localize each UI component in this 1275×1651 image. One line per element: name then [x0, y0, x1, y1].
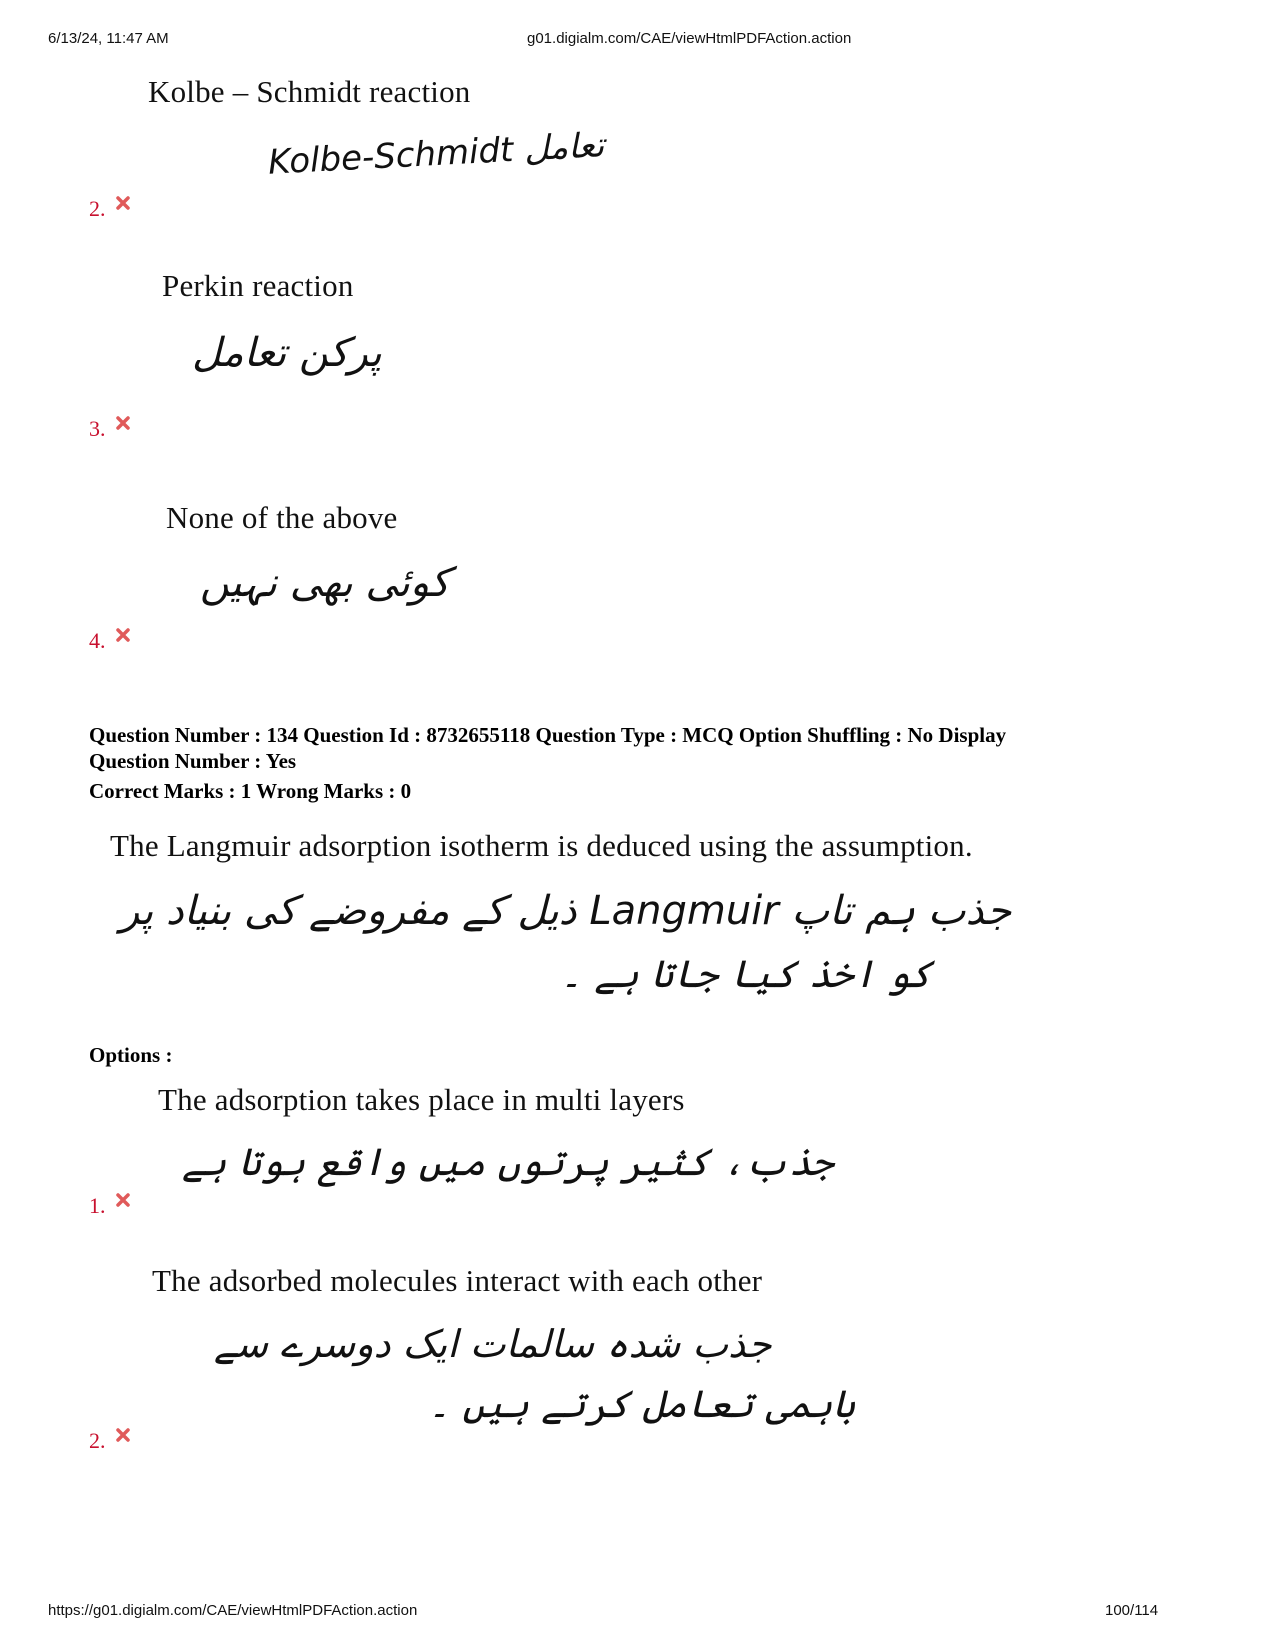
footer-url: https://g01.digialm.com/CAE/viewHtmlPDFAction.action [48, 1602, 418, 1619]
option-urdu-line2: باہمی تعامل کرتے ہیں ۔ [428, 1382, 855, 1426]
option-urdu-line1: جذب شدہ سالمات ایک دوسرے سے [214, 1322, 772, 1366]
option-english-text: The adsorption takes place in multi layers [158, 1082, 685, 1117]
option-number: 4. [89, 628, 106, 653]
question-urdu-line1: ذیل کے مفروضے کی بنیاد پر Langmuir جذب ہم تاپ [120, 888, 1012, 934]
question-meta [89, 722, 1006, 774]
option-urdu-handwriting: جذب، کثیر پرتوں میں واقع ہوتا ہے [182, 1140, 834, 1184]
option-number: 3. [89, 416, 106, 441]
question-meta-line1: Question Number : 134 Question Id : 8732655118 Question Type : MCQ Option Shuffling : No Display [89, 723, 1007, 747]
option-urdu-handwriting: پرکن تعامل [192, 330, 382, 376]
option-number: 2. [89, 1428, 106, 1453]
question-english-text: The Langmuir adsorption isotherm is deduced using the assumption. [110, 828, 973, 863]
cross-icon [116, 1193, 130, 1207]
option-urdu-handwriting: کوئی بھی نہیں [200, 560, 450, 606]
question-meta-line2: Question Number : Yes [89, 749, 297, 773]
question-marks: Correct Marks : 1 Wrong Marks : 0 [89, 779, 412, 803]
options-label: Options : [89, 1043, 173, 1067]
option-english-text: Perkin reaction [162, 268, 354, 303]
option-number: 2. [89, 196, 106, 221]
page-number: 100/114 [1105, 1602, 1159, 1619]
question-urdu-line2: کو اخذ کیا جاتا ہے ۔ [560, 952, 933, 996]
print-datetime: 6/13/24, 11:47 AM [48, 30, 169, 47]
option-english-text: Kolbe – Schmidt reaction [148, 74, 471, 109]
option-urdu-handwriting: Kolbe-Schmidt تعامل [267, 125, 606, 183]
print-url: g01.digialm.com/CAE/viewHtmlPDFAction.action [527, 30, 852, 47]
option-number: 1. [89, 1193, 106, 1218]
cross-icon [116, 628, 130, 642]
option-english-text: None of the above [166, 500, 398, 535]
option-english-text: The adsorbed molecules interact with each other [152, 1263, 763, 1298]
cross-icon [116, 416, 130, 430]
cross-icon [116, 196, 130, 210]
cross-icon [116, 1428, 130, 1442]
